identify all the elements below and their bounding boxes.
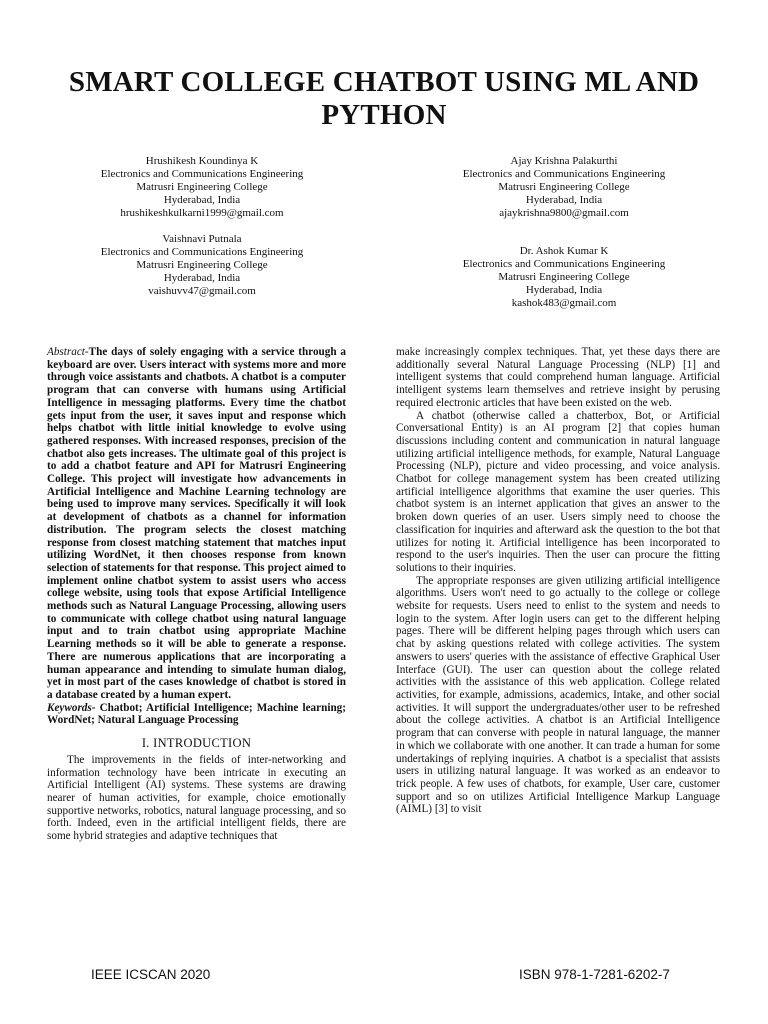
author-block-1 xyxy=(52,155,352,220)
author-dept: Electronics and Communications Engineering xyxy=(462,168,666,180)
author-org: Matrusri Engineering College xyxy=(136,181,268,193)
paper-title-line-1: SMART COLLEGE CHATBOT USING ML AND xyxy=(68,66,700,98)
author-dept: Electronics and Communications Engineering xyxy=(100,168,304,180)
author-email: hrushikeshkulkarni1999@gmail.com xyxy=(120,207,284,219)
author-dept: Electronics and Communications Engineering xyxy=(462,258,666,270)
author-email: vaishuvv47@gmail.com xyxy=(148,285,256,297)
left-column xyxy=(47,346,346,843)
abstract-label: Abstract- xyxy=(47,346,89,358)
author-email: ajaykrishna9800@gmail.com xyxy=(499,207,629,219)
author-name: Vaishnavi Putnala xyxy=(162,233,242,245)
author-org: Matrusri Engineering College xyxy=(498,271,630,283)
author-city: Hyderabad, India xyxy=(525,194,603,206)
paper-title xyxy=(0,66,768,132)
author-email: kashok483@gmail.com xyxy=(511,297,617,309)
section-heading-introduction: I. INTRODUCTION xyxy=(141,736,252,751)
abstract-text: The days of solely engaging with a service through a keyboard are over. Users interact with systems more and more through voice assistants and chatbots. A chatbot is a computer program that can converse with humans using Artificial Intelligence in messaging platforms. Every time the chatbot gets input from the user, it saves input and response which helps chatbot with little initial knowledge to evolve using gathered responses. With increased responses, precision of the chatbot also gets increases. The ultimate goal of this project is to add a chatbot feature and API for Matrusri Engineering College. This project will investigate how advancements in Artificial Intelligence and Machine Learning technology are being used to improve many services. Specifically it will look at development of chatbots as a channel for information distribution. The program selects the closest matching response from closest matching statement that matches input utilizing WordNet, it then chooses response from known selection of statements for that response. This project aimed to implement online chatbot system to assist users who access college website, using tools that expose Artificial Intelligence methods such as Natural Language Processing, allowing users to communicate with college chatbot using natural language input and to train chatbot using appropriate Machine Learning methods so it will be able to generate a response. There are numerous applications that are incorporating a human appearance and intending to simulate human dialog, yet in most part of the cases knowledge of chatbot is stored in a database created by a human expert. xyxy=(47,346,346,701)
author-name: Dr. Ashok Kumar K xyxy=(519,245,609,257)
author-block-3 xyxy=(52,233,352,298)
keywords-label: Keywords- xyxy=(47,701,96,714)
abstract xyxy=(47,346,346,702)
author-block-2 xyxy=(414,155,714,220)
author-block-4 xyxy=(414,245,714,310)
keywords xyxy=(47,702,346,727)
author-name: Ajay Krishna Palakurthi xyxy=(510,155,618,167)
author-name: Hrushikesh Koundinya K xyxy=(145,155,259,167)
footer-isbn: ISBN 978-1-7281-6202-7 xyxy=(519,967,670,982)
paper-title-line-2: PYTHON xyxy=(321,99,447,131)
right-paragraph-3: The appropriate responses are given utilizing artificial intelligence algorithms. Users won't need to go actually to the college or college website for requests. Users need to enlist to the system and needs to login to the system. After login users can get to the different helping pages. There will be different helping pages through which users can chat by asking questions related with college activities. The system answers to users' queries with the assistance of effective Graphical User Interface (GUI). The user can question about the college related activities with the assistance of this web application. College related activities, for example, admissions, academics, Intake, and other social activities. It will support the undergraduates/other user to be refreshed about the college activities. A chatbot is an Artificial Intelligence program that can converse with people in natural language, the manner in which we collaborate with one another. It can trade a human for some undertakings of replying inquiries. A chatbot is a specialist that assists users in utilizing natural language. It was worked as an endeavor to trick people. A few uses of chatbots, for example, User care, customer support and so on utilizes Artificial Intelligence Markup Language (AIML) [3] to visit xyxy=(396,574,720,816)
footer-conference: IEEE ICSCAN 2020 xyxy=(91,967,211,982)
author-city: Hyderabad, India xyxy=(163,272,241,284)
intro-paragraph-1: The improvements in the fields of inter-networking and information technology have been intricate in executing an Artificial Intelligent (AI) systems. These systems are drawing nearer of human activities, for example, choice emotionally supportive networks, robotics, natural language processing, and so forth. Indeed, even in the artificial intelligent fields, there are some hybrid strategies and adaptive techniques that xyxy=(47,753,346,843)
author-org: Matrusri Engineering College xyxy=(498,181,630,193)
author-city: Hyderabad, India xyxy=(525,284,603,296)
author-dept: Electronics and Communications Engineering xyxy=(100,246,304,258)
keywords-text: Chatbot; Artificial Intelligence; Machine learning; WordNet; Natural Language Processing xyxy=(47,701,346,727)
right-column xyxy=(396,346,720,816)
right-paragraph-1: make increasingly complex techniques. That, yet these days there are additionally several Natural Language Processing (NLP) [1] and intelligent systems that could comprehend human language. Artificial intelligent systems learn themselves and retrieve insight by perusing required electronic articles that have been existed on the web. xyxy=(396,346,720,409)
right-paragraph-2: A chatbot (otherwise called a chatterbox, Bot, or Artificial Conversational Entity) is an AI program [2] that copies human discussions including content and communication in natural language utilizing artificial intelligence methods, for example, Natural Language Processing (NLP), picture and video processing, and voice analysis. Chatbot for college management system has been created utilizing artificial intelligence algorithms that examine the user queries. This chatbot system is an internet application that gives an answer to the broken down queries of an user. Users simply need to choose the classification for inquiries and afterward ask the question to the bot that utilizes for noting it. Artificial intelligence has been incorporated to respond to the user's inquiries. Then the user can procure the fitting solutions to their inquiries. xyxy=(396,409,720,574)
author-org: Matrusri Engineering College xyxy=(136,259,268,271)
author-city: Hyderabad, India xyxy=(163,194,241,206)
